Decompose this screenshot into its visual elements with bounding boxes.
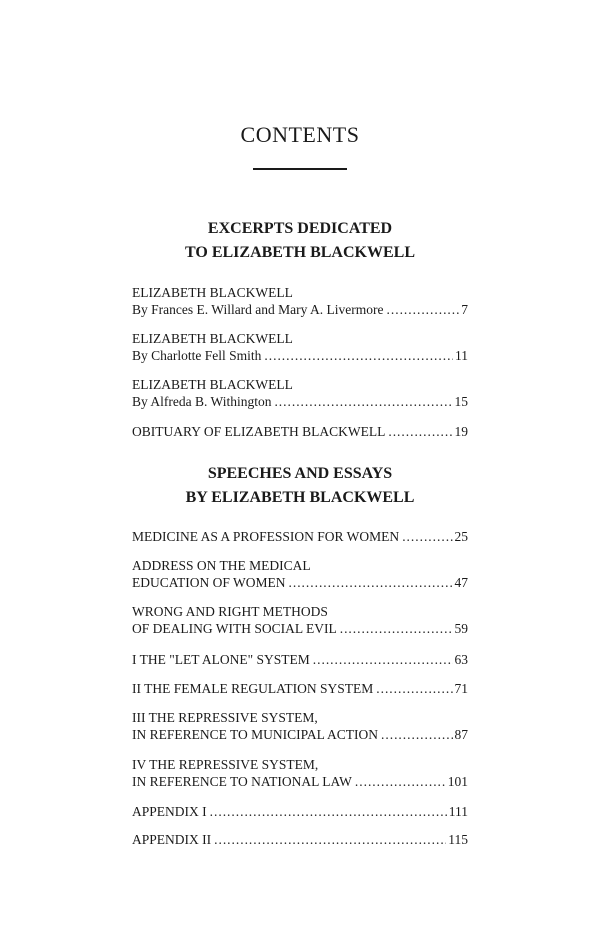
page-number: 63 [454,652,468,667]
entry-subtitle: OF DEALING WITH SOCIAL EVIL [132,621,337,636]
toc-entry[interactable] [132,557,468,591]
toc-entry[interactable] [132,651,468,668]
toc-entry[interactable] [132,756,468,790]
entry-title: APPENDIX I [132,804,207,819]
entry-title: IV THE REPRESSIVE SYSTEM, [132,757,319,772]
leader-dots [313,651,453,668]
entry-title: ELIZABETH BLACKWELL [132,331,293,346]
entry-title: ELIZABETH BLACKWELL [132,377,293,392]
section-heading-line: EXCERPTS DEDICATED [207,220,393,237]
section-heading-line: TO ELIZABETH BLACKWELL [185,244,415,261]
section-heading-speeches [0,462,600,510]
leader-dots [388,423,452,440]
entry-title: ADDRESS ON THE MEDICAL [132,558,311,573]
entry-title: ELIZABETH BLACKWELL [132,285,293,300]
toc-entry[interactable] [132,680,468,697]
entry-subtitle: EDUCATION OF WOMEN [132,575,286,590]
leader-dots [289,574,453,591]
toc-entry[interactable] [132,709,468,743]
toc-entry[interactable] [132,603,468,637]
toc-entry[interactable] [132,376,468,410]
leader-dots [376,680,452,697]
entry-title: OBITUARY OF ELIZABETH BLACKWELL [132,424,386,439]
entry-title: APPENDIX II [132,832,212,847]
page-number: 7 [461,302,468,317]
entry-subtitle: IN REFERENCE TO NATIONAL LAW [132,774,352,789]
leader-dots [381,726,452,743]
page-number: 59 [454,621,468,636]
leader-dots [387,301,460,318]
page-number: 15 [454,394,468,409]
toc-entry[interactable] [132,284,468,318]
entry-title: MEDICINE AS A PROFESSION FOR WOMEN [132,529,400,544]
leader-dots [340,620,453,637]
toc-entry[interactable] [132,803,468,820]
entry-subtitle: By Charlotte Fell Smith [132,348,262,363]
page-number: 71 [454,681,468,696]
leader-dots [402,528,452,545]
entry-title: II THE FEMALE REGULATION SYSTEM [132,681,374,696]
toc-entry[interactable] [132,330,468,364]
page-number: 87 [454,727,468,742]
page-number: 101 [447,774,468,789]
toc-entry[interactable] [132,528,468,545]
leader-dots [274,393,452,410]
entry-subtitle: IN REFERENCE TO MUNICIPAL ACTION [132,727,379,742]
entry-subtitle: By Alfreda B. Withington [132,394,272,409]
page-number: 111 [448,804,468,819]
page-number: 115 [448,832,468,847]
entry-title: WRONG AND RIGHT METHODS [132,604,328,619]
section-heading-line: BY ELIZABETH BLACKWELL [185,489,415,506]
leader-dots [355,773,446,790]
page-number: 11 [455,348,468,363]
page-title: CONTENTS [240,122,360,147]
title-rule [253,168,347,170]
section-heading-line: SPEECHES AND ESSAYS [207,465,393,482]
section-heading-excerpts [0,217,600,265]
leader-dots [214,831,446,848]
entry-title: I THE "LET ALONE" SYSTEM [132,652,310,667]
page-number: 47 [454,575,468,590]
leader-dots [264,347,453,364]
page-number: 25 [454,529,468,544]
page-number: 19 [454,424,468,439]
toc-entry[interactable] [132,423,468,440]
leader-dots [210,803,447,820]
toc-entry[interactable] [132,831,468,848]
entry-subtitle: By Frances E. Willard and Mary A. Livermore [132,302,384,317]
entry-title: III THE REPRESSIVE SYSTEM, [132,710,318,725]
